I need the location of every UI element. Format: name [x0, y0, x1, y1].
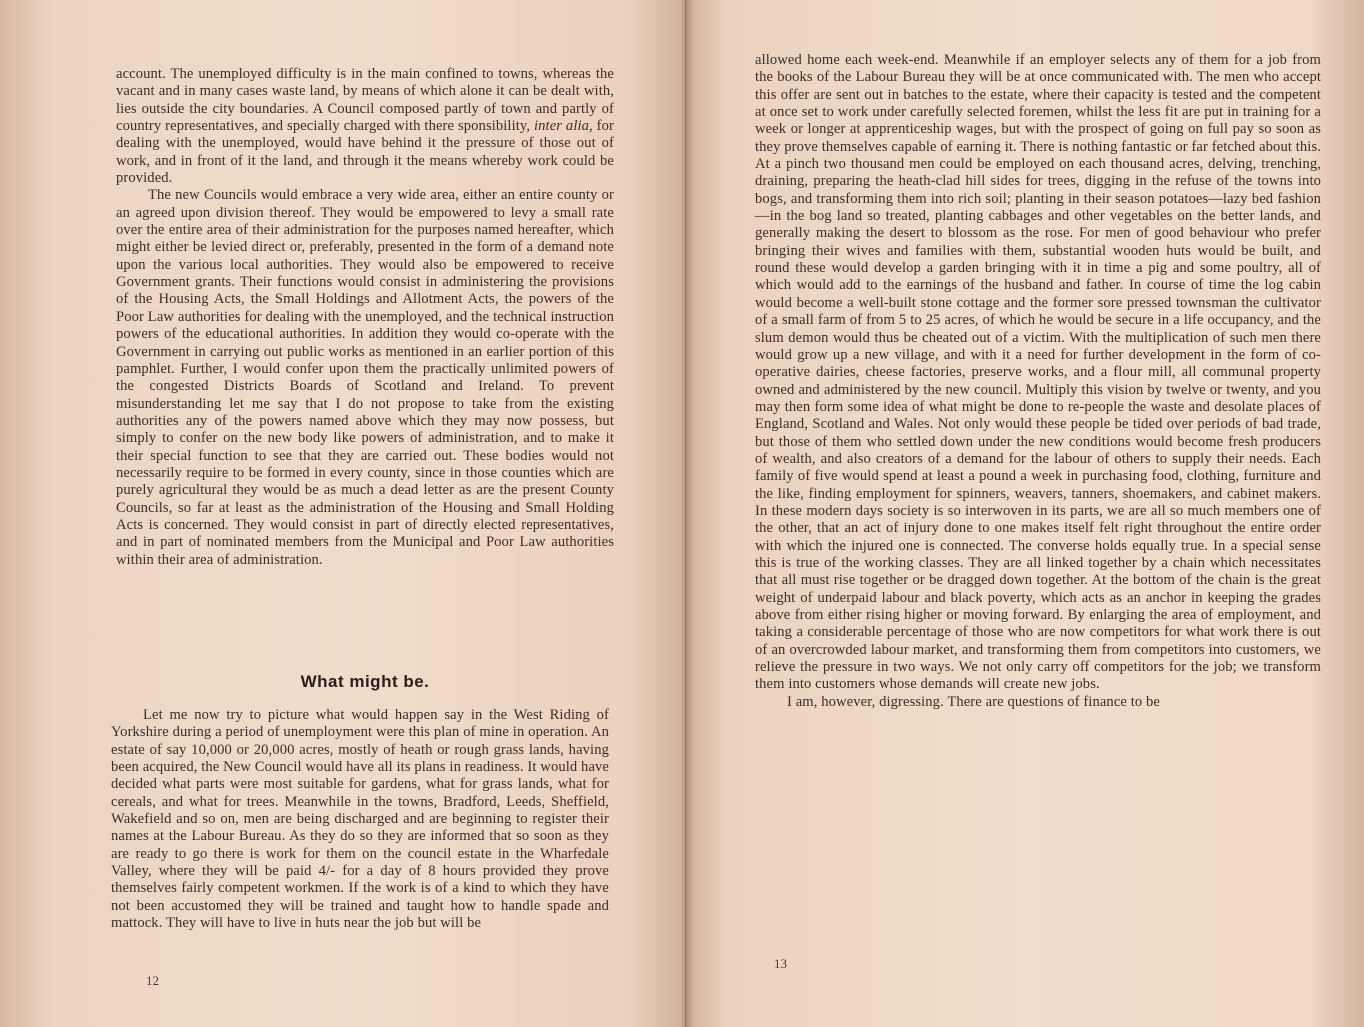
left-page-text-top — [116, 66, 614, 569]
right-page-text — [755, 52, 1321, 711]
left-paragraph-2: The new Councils would embrace a very wide area, either an entire county or an agreed upon division thereof. They would be empowered to levy a small rate over the entire area of their administration for the purposes named hereafter, which might either be levied direct or, preferably, presented in the form of a demand note upon the various local authorities. They would also be empowered to receive Government grants. Their functions would consist in administering the provisions of the Housing Acts, the Small Holdings and Allotment Acts, the powers of the Poor Law authorities for dealing with the unemployed, and the technical instruction powers of the educational authorities. In addition they would co-operate with the Government in carrying out public works as mentioned in an earlier portion of this pamphlet. Further, I would confer upon them the practically unlimited powers of the congested Districts Boards of Scotland and Ireland. To prevent misunderstanding let me say that I do not propose to take from the existing authorities any of the powers named above which they may now possess, but simply to confer on the new body like powers of administration, and to make it their special function to see that they are carried out. These bodies would not necessarily require to be formed in every county, since in those counties which are purely agricultural they would be as much a dead letter as are the present County Councils, so far at least as the administration of the Housing and Small Holding Acts is concerned. They would consist in part of directly elected representatives, and in part of nominated members from the Municipal and Poor Law authorities within their area of administration. — [116, 187, 614, 568]
right-paragraph-1: allowed home each week-end. Meanwhile if an employer selects any of them for a job from the books of the Labour Bureau they will be at once communicated with. The men who accept this offer are sent out in batches to the estate, where their capacity is tested and the competent at once set to work under carefully selected foremen, whilst the less fit are put in training for a week or longer at apprenticeship wages, but with the prospect of going on full pay so soon as they prove themselves capable of earning it. There is nothing fantastic or far fetched about this. At a pinch two thousand men could be employed on each thousand acres, delving, trenching, draining, preparing the heath-clad hill sides for trees, digging in the refuse of the towns into bogs, and transforming them into rich soil; planting in their season potatoes—lazy bed fashion—in the bog land so treated, planting cabbages and other vegetables on the better lands, and generally making the desert to blossom as the rose. For men of good behaviour who prefer bringing their wives and families with them, substantial wooden huts would be built, and round these would develop a garden bringing with it in time a pig and some poultry, all of which would add to the earnings of the husband and father. In course of time the log cabin would become a well-built stone cottage and the former sore pressed townsman the cultivator of a small farm of from 5 to 25 acres, of which he would be secure in a life occupancy, and the slum demon would thus be cheated out of a victim. With the multiplication of such men there would grow up a new village, and with it a need for further development in the form of co-operative dairies, cheese factories, preserve works, and a flour mill, all communal property owned and administered by the new council. Multiply this vision by twelve or twenty, and you may then form some idea of what might be done to re-people the waste and desolate places of England, Scotland and Wales. Not only would these people be tided over periods of bad trade, but those of them who settled down under the new conditions would become fresh producers of wealth, and also creators of a demand for the labour of others to supply their needs. Each family of five would spend at least a pound a week in purchasing food, clothing, furniture and the like, finding employment for spinners, weavers, tanners, shoemakers, and cabinet makers. In these modern days society is so interwoven in its parts, we are all so much members one of the other, that an act of injury done to one makes itself felt right throughout the entire order with which the injured one is connected. The converse holds equally true. In a special sense this is true of the working classes. They are all linked together by a chain which necessitates that all must rise together or be dragged down together. At the bottom of the chain is the great weight of underpaid labour and black poverty, which acts as an anchor in keeping the grades above from either rising higher or moving forward. By enlarging the area of employment, and taking a considerable percentage of those who are now competitors for what work there is out of an overcrowded labour market, and transforming them from competitors into customers, we relieve the pressure in two ways. We not only carry off competitors for the job; we transform them into customers whose demands will create new jobs. — [755, 52, 1321, 693]
left-paragraph-1: account. The unemployed difficulty is in the main confined to towns, whereas the vacant and in many cases waste land, by means of which alone it can be dealt with, lies outside the city boundaries. A Council composed partly of town and partly of country representatives, and specially charged with there sponsibility, inter alia, for dealing with the unemployed, would have behind it the pressure of those out of work, and in front of it the land, and through it the means whereby work could be provided. — [116, 66, 614, 187]
page-number-left: 12 — [146, 973, 159, 988]
page-number-right: 13 — [774, 956, 787, 971]
left-paragraph-3: Let me now try to picture what would happen say in the West Riding of Yorkshire during a period of unemployment were this plan of mine in operation. An estate of say 10,000 or 20,000 acres, mostly of heath or rough grass lands, having been acquired, the New Council would have all its plans in readiness. It would have decided what parts were most suitable for gardens, what for grass lands, what for cereals, and what for trees. Meanwhile in the towns, Bradford, Leeds, Sheffield, Wakefield and so on, men are being discharged and are beginning to register their names at the Labour Bureau. As they do so they are informed that so soon as they are ready to go there is work for them on the council estate in the Wharfedale Valley, where they will be paid 4/- for a day of 8 hours provided they prove themselves fairly competent workmen. If the work is of a kind to which they have not been accustomed they will be trained and taught how to handle spade and mattock. They will have to live in huts near the job but will be — [111, 707, 609, 932]
right-paragraph-2: I am, however, digressing. There are questions of finance to be — [787, 693, 1161, 710]
right-page — [686, 0, 1364, 1027]
left-page-text-bottom — [111, 707, 609, 932]
italic-phrase: inter alia, — [533, 118, 593, 135]
section-heading: What might be. — [300, 672, 430, 691]
